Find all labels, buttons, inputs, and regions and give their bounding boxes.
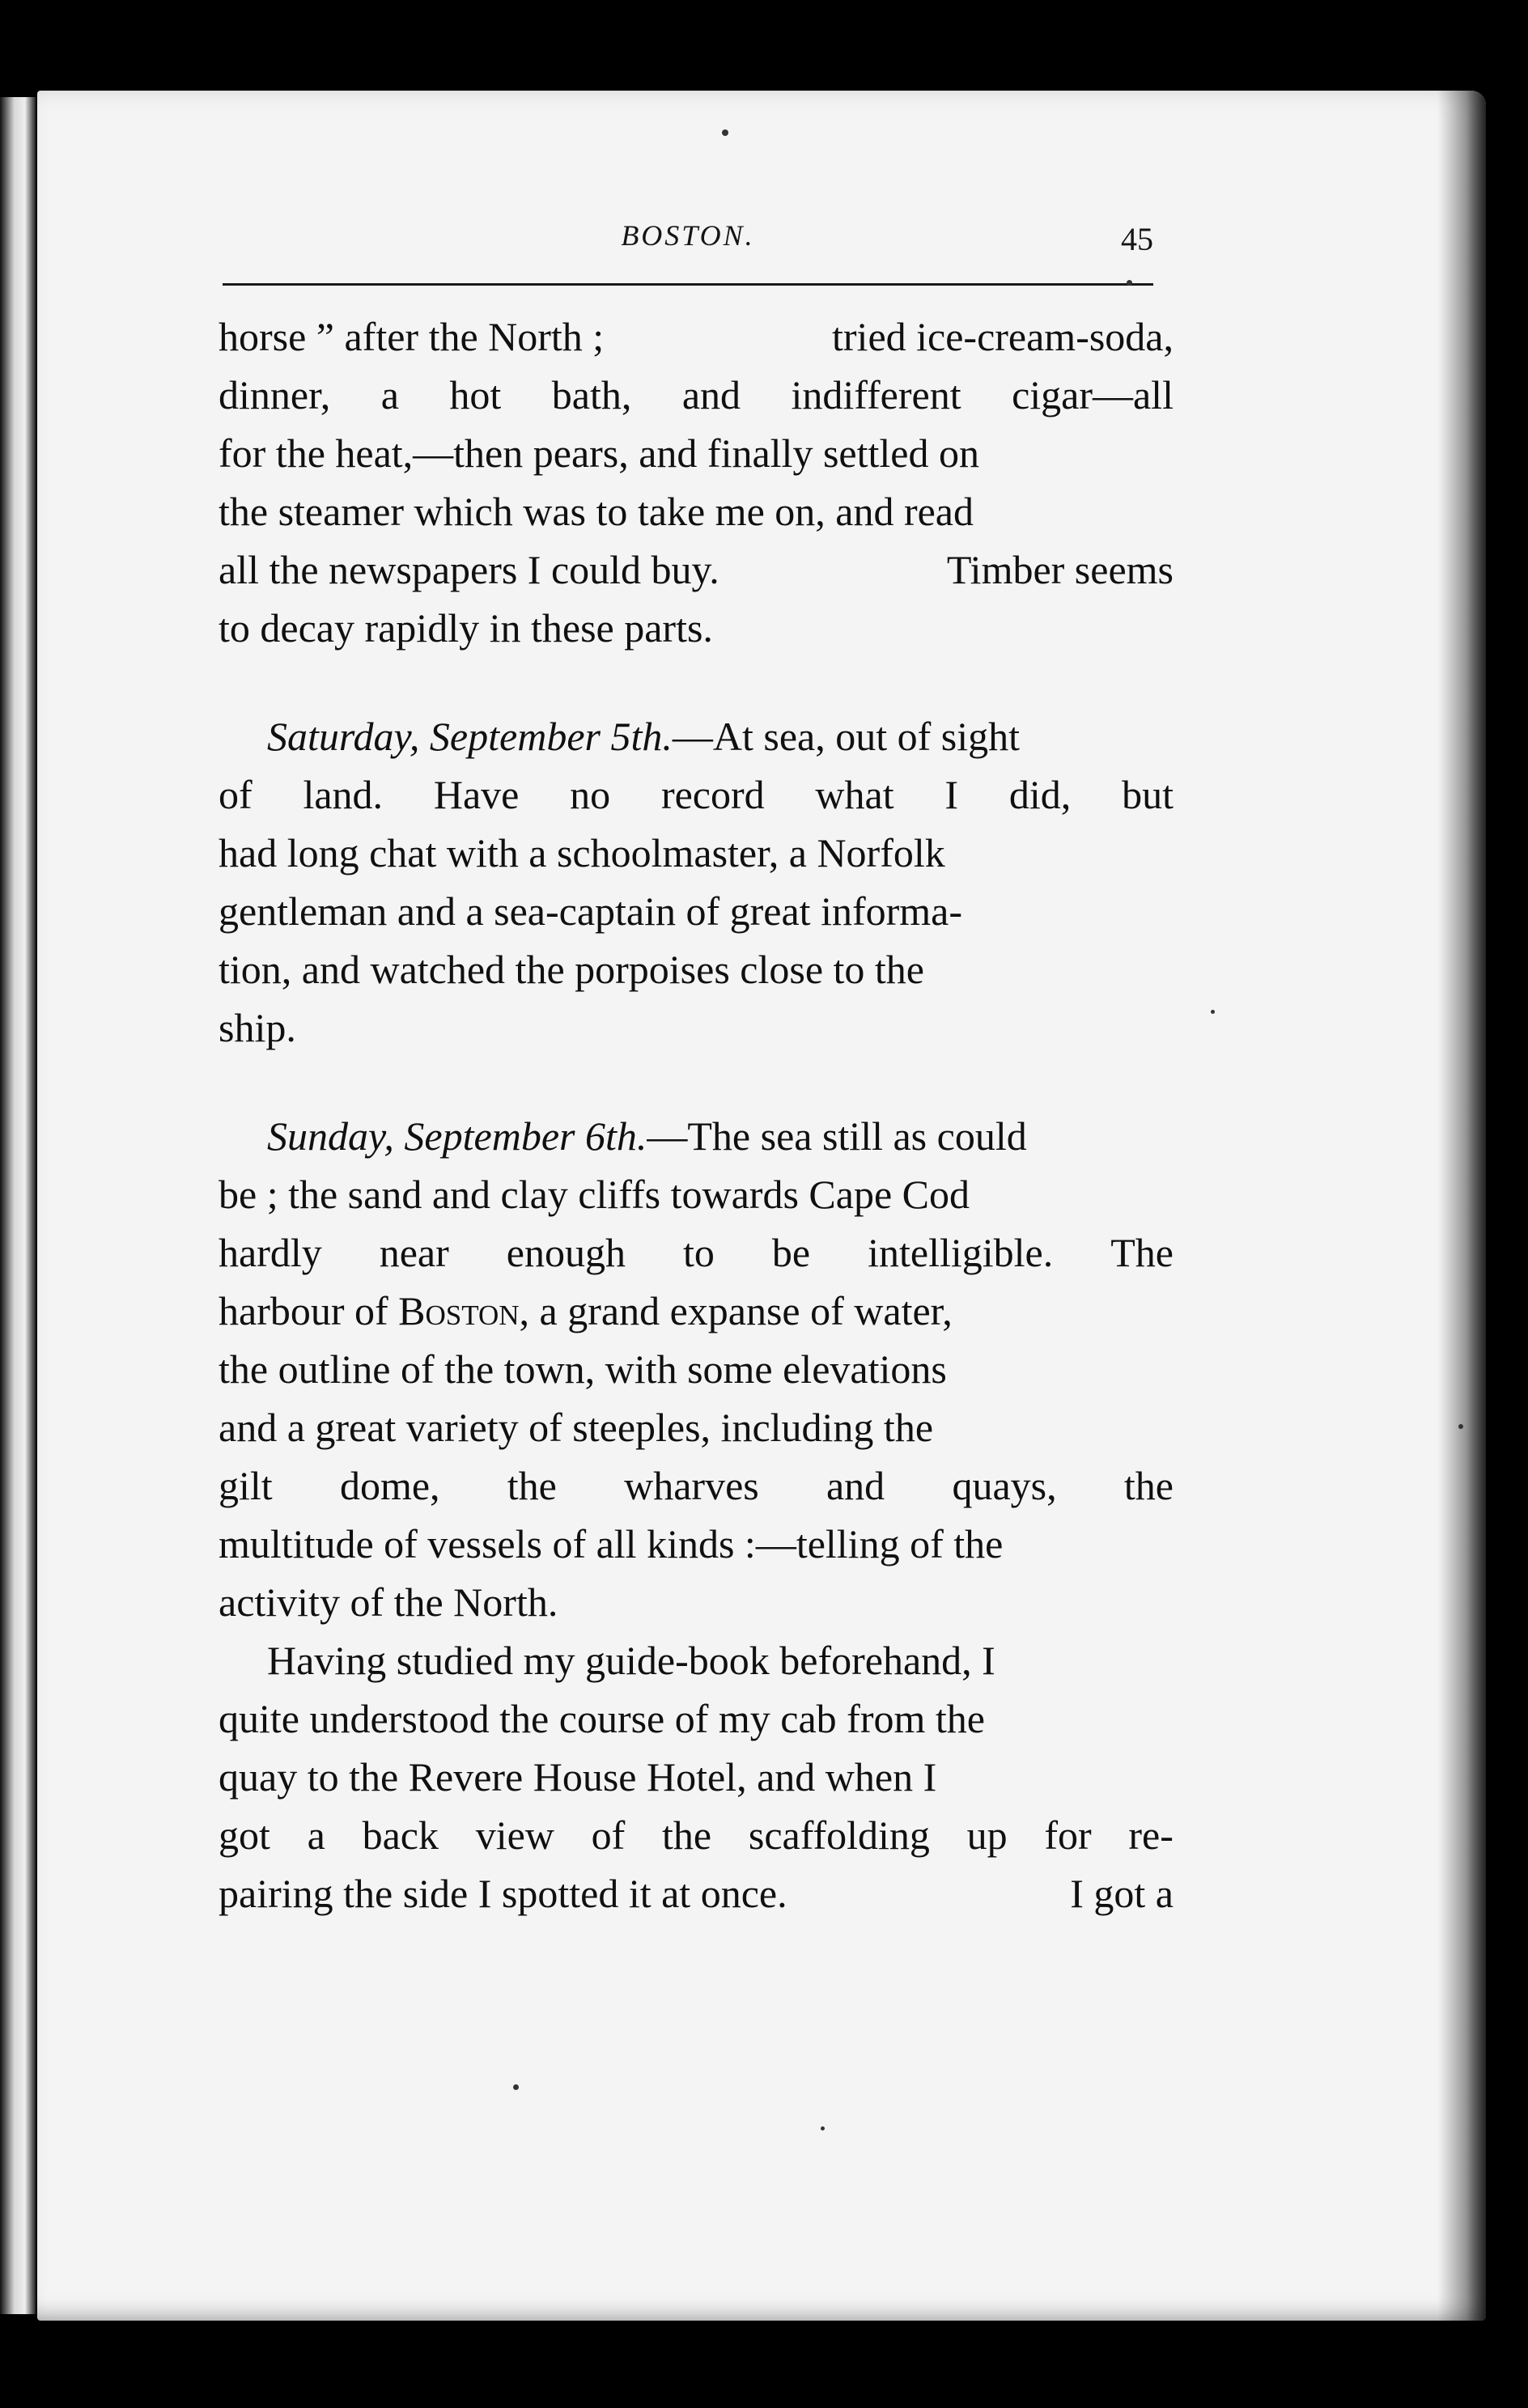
word: a: [380, 372, 399, 418]
word: a: [307, 1812, 325, 1858]
word: up: [966, 1812, 1008, 1858]
dust-speck: [1458, 1424, 1463, 1429]
text-segment: harbour of: [219, 1288, 388, 1333]
text-segment: [219, 1282, 953, 1340]
word: be: [771, 1230, 811, 1275]
adjacent-page-edge: [0, 97, 36, 2314]
text-segment: tried ice-cream-soda,: [832, 314, 1174, 359]
text-line: [219, 1748, 1174, 1806]
word: The: [1110, 1230, 1174, 1275]
text-line: [219, 1573, 1174, 1631]
text-segment: tion, and watched the porpoises close to the: [219, 947, 924, 992]
word: indifferent: [791, 372, 961, 418]
text-line: [219, 1806, 1174, 1864]
text-segment: the outline of the town, with some elevations: [219, 1346, 947, 1392]
place-name: Boston: [398, 1288, 520, 1333]
text-segment: —The sea still as could: [647, 1113, 1027, 1159]
word: re-: [1128, 1812, 1174, 1858]
page-edge-shadow: [1437, 91, 1486, 2321]
word: no: [570, 772, 611, 817]
text-segment: Timber seems: [946, 547, 1174, 592]
word: dinner,: [219, 372, 331, 418]
text-segment: had long chat with a schoolmaster, a Norfolk: [219, 830, 945, 875]
word: the: [662, 1812, 712, 1858]
text-segment: all the newspapers I could buy.: [219, 547, 719, 592]
word: dome,: [339, 1463, 440, 1508]
word: I: [944, 772, 959, 817]
word: for: [1044, 1812, 1092, 1858]
text-line: [219, 1223, 1174, 1282]
dust-speck: [1211, 1010, 1215, 1014]
body-text: [219, 307, 1174, 1923]
text-line: [219, 1165, 1174, 1223]
text-segment: and a great variety of steeples, including the: [219, 1405, 934, 1450]
text-line: [219, 882, 1174, 940]
word: Have: [433, 772, 520, 817]
word: what: [815, 772, 894, 817]
word: enough: [506, 1230, 626, 1275]
text-line: [219, 541, 1174, 599]
paragraph-sunday: [219, 1107, 1174, 1631]
word: hardly: [219, 1230, 322, 1275]
text-segment: , a grand expanse of water,: [519, 1288, 953, 1333]
text-line: [219, 482, 1174, 541]
word: wharves: [624, 1463, 759, 1508]
word: of: [219, 772, 253, 817]
text-line: [219, 366, 1174, 424]
word: but: [1122, 772, 1174, 817]
word: bath,: [551, 372, 632, 418]
word: view: [475, 1812, 554, 1858]
dust-speck: [722, 129, 728, 136]
text-line: [219, 765, 1174, 824]
word: did,: [1008, 772, 1072, 817]
text-line: [219, 1107, 1174, 1165]
word: hot: [449, 372, 502, 418]
word: intelligible.: [868, 1230, 1054, 1275]
word: got: [219, 1812, 270, 1858]
text-segment: horse ” after the North ;: [219, 314, 605, 359]
paragraph-guide-book: [219, 1631, 1174, 1923]
word: land.: [303, 772, 384, 817]
text-line: [219, 307, 1174, 366]
text-line: [219, 1340, 1174, 1398]
text-line: [219, 1689, 1174, 1748]
word: near: [379, 1230, 449, 1275]
word: and: [826, 1463, 885, 1508]
paragraph-saturday: [219, 707, 1174, 1057]
running-head: [223, 218, 1153, 283]
text-line: [219, 940, 1174, 998]
text-line: [219, 824, 1174, 882]
text-segment: quay to the Revere House Hotel, and when I: [219, 1754, 937, 1800]
text-segment: be ; the sand and clay cliffs towards Cape Cod: [219, 1172, 970, 1217]
text-line: [219, 1864, 1174, 1923]
text-segment: to decay rapidly in these parts.: [219, 605, 713, 651]
word: and: [681, 372, 741, 418]
word: the: [1123, 1463, 1174, 1508]
word: cigar—all: [1012, 372, 1174, 418]
text-segment: [267, 707, 1020, 765]
text-segment: activity of the North.: [219, 1579, 558, 1625]
page-number: 45: [1121, 221, 1153, 257]
word: back: [362, 1812, 439, 1858]
text-segment: quite understood the course of my cab from the: [219, 1696, 985, 1741]
text-line: [219, 1631, 1174, 1689]
text-line: [219, 599, 1174, 657]
running-title: BOSTON.: [621, 219, 755, 252]
text-segment: I got a: [1070, 1871, 1174, 1916]
text-line: [219, 1515, 1174, 1573]
text-line: [219, 1398, 1174, 1456]
header-rule: [223, 283, 1153, 286]
text-segment: —At sea, out of sight: [672, 714, 1020, 759]
dateline: Sunday, September 6th.: [267, 1113, 647, 1159]
text-line: [219, 1282, 1174, 1340]
dust-speck: [513, 2084, 519, 2090]
word: quays,: [952, 1463, 1057, 1508]
paragraph-continued: [219, 307, 1174, 657]
text-segment: the steamer which was to take me on, and read: [219, 489, 974, 534]
dust-speck: [821, 2126, 825, 2130]
text-line: [219, 424, 1174, 482]
dust-speck: [1127, 280, 1132, 286]
text-line: [219, 1456, 1174, 1515]
word: record: [660, 772, 765, 817]
text-segment: for the heat,—then pears, and finally settled on: [219, 430, 979, 476]
word: gilt: [219, 1463, 273, 1508]
text-segment: pairing the side I spotted it at once.: [219, 1871, 787, 1916]
word: the: [507, 1463, 557, 1508]
word: to: [682, 1230, 715, 1275]
text-line: [219, 998, 1174, 1057]
text-segment: [267, 1107, 1027, 1165]
text-line: [219, 707, 1174, 765]
text-segment: multitude of vessels of all kinds :—telling of the: [219, 1521, 1004, 1566]
word: of: [591, 1812, 626, 1858]
word: scaffolding: [748, 1812, 930, 1858]
dateline: Saturday, September 5th.: [267, 714, 673, 759]
text-segment: ship.: [219, 1005, 296, 1050]
text-segment: Having studied my guide-book beforehand, I: [267, 1638, 995, 1683]
text-segment: gentleman and a sea-captain of great informa-: [219, 888, 962, 934]
